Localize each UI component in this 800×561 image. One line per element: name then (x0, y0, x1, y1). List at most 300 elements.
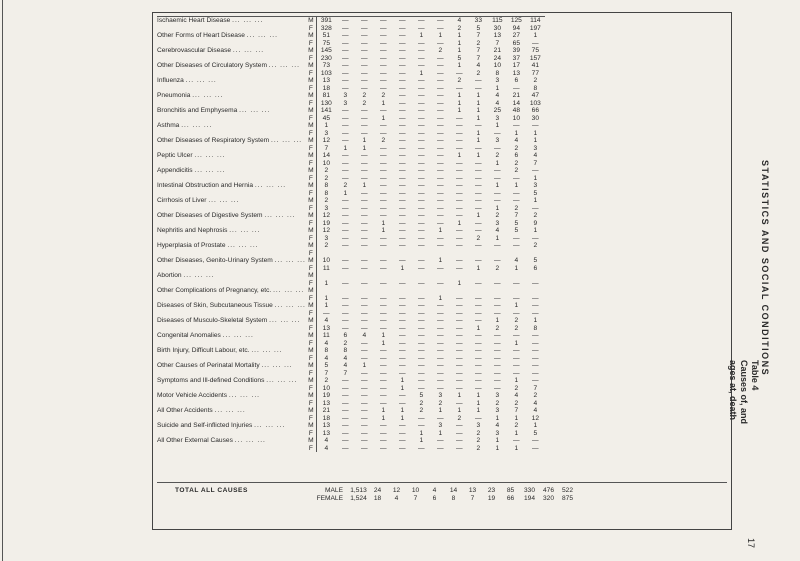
value-cell: — (418, 227, 425, 234)
value-cell: — (399, 347, 406, 354)
table-subtitle-1: Causes of, and (739, 360, 749, 425)
table-row (157, 145, 545, 153)
value-cell: — (475, 332, 482, 339)
value-cell: — (418, 234, 425, 242)
sex-label: M (308, 257, 314, 264)
table-row (157, 85, 545, 93)
value-cell: — (437, 159, 444, 167)
value-cell: 4 (533, 152, 538, 159)
value-cell: 2 (419, 407, 424, 414)
cause-label (157, 362, 306, 370)
value-cell: — (380, 107, 387, 114)
value-cell (488, 287, 507, 295)
value-cell: — (437, 197, 444, 204)
value-cell: — (399, 234, 406, 242)
table-row (157, 362, 545, 370)
total-female-cell: 66 (506, 494, 515, 502)
value-cell: 6 (514, 152, 519, 159)
value-cell: 4 (495, 99, 500, 107)
value-cell: — (342, 422, 349, 429)
value-cell: 5 (316, 362, 336, 370)
value-cell: 2 (495, 264, 500, 272)
value-cell: — (361, 324, 368, 332)
value-cell: — (374, 17, 393, 25)
value-cell: — (513, 309, 520, 317)
value-cell: — (437, 362, 444, 369)
value-cell: 2 (381, 137, 386, 144)
value-cell: 12 (531, 414, 539, 422)
value-cell: — (418, 219, 425, 227)
cause-name: Cirrhosis of Liver (157, 197, 207, 204)
value-cell: — (475, 242, 482, 249)
value-cell: — (399, 182, 406, 189)
value-cell: — (418, 204, 425, 212)
value-cell: — (437, 84, 444, 92)
value-cell: — (418, 212, 425, 219)
value-cell: — (532, 309, 539, 317)
value-cell: — (437, 414, 444, 422)
value-cell: 14 (512, 99, 520, 107)
value-cell: 1 (495, 122, 500, 129)
sex-label: M (308, 302, 314, 309)
value-cell: — (475, 84, 482, 92)
value-cell: — (418, 137, 425, 144)
value-cell: 2 (514, 167, 519, 174)
value-cell: — (437, 144, 444, 152)
value-cell: 47 (531, 92, 539, 99)
value-cell: 3 (495, 114, 500, 122)
sex-label: M (308, 242, 314, 249)
value-cell: — (418, 339, 425, 347)
value-cell: — (456, 227, 463, 234)
value-cell (316, 250, 336, 258)
value-cell (526, 250, 545, 258)
value-cell (412, 287, 431, 295)
table-row (157, 205, 545, 213)
cause-label (157, 47, 306, 55)
value-cell: 4 (362, 332, 367, 339)
value-cell: — (513, 437, 520, 444)
value-cell: — (342, 392, 349, 399)
value-cell: 11 (316, 265, 336, 273)
leader-dots: ... ... ... (208, 197, 240, 204)
value-cell: — (456, 174, 463, 182)
cause-name: Peptic Ulcer (157, 152, 193, 159)
value-cell: 1 (533, 227, 538, 234)
value-cell: 1 (495, 84, 500, 92)
cause-name: Appendicitis (157, 167, 193, 174)
value-cell: 1 (514, 302, 519, 309)
value-cell: — (437, 69, 444, 77)
value-cell (431, 272, 450, 280)
value-cell: — (532, 39, 539, 47)
value-cell: 2 (533, 77, 538, 84)
value-cell: 2 (419, 399, 424, 407)
sex-label: M (308, 77, 314, 84)
value-cell: — (361, 234, 368, 242)
value-cell: — (494, 332, 501, 339)
total-male-cell: 10 (411, 486, 420, 494)
table-row (157, 317, 545, 325)
value-cell: — (361, 159, 368, 167)
value-cell: 21 (493, 47, 501, 54)
value-cell (374, 272, 393, 280)
value-cell: — (342, 257, 349, 264)
cause-label (157, 62, 306, 70)
value-cell: — (399, 429, 406, 437)
value-cell: — (342, 152, 349, 159)
sex-label: M (308, 32, 314, 39)
value-cell: — (513, 347, 520, 354)
value-cell: 2 (514, 144, 519, 152)
value-cell: 7 (476, 47, 481, 54)
value-cell: — (418, 189, 425, 197)
value-cell: — (456, 114, 463, 122)
value-cell: — (361, 24, 368, 32)
leader-dots: ... ... ... (273, 287, 305, 294)
value-cell: — (361, 62, 368, 69)
value-cell: 1 (495, 444, 500, 452)
sex-label: F (308, 24, 313, 32)
value-cell: — (342, 429, 349, 437)
value-cell: — (475, 189, 482, 197)
table-row (157, 272, 545, 280)
value-cell: 1 (457, 392, 462, 399)
value-cell: 7 (316, 145, 336, 153)
value-cell: — (380, 444, 387, 452)
cause-name: Other Diseases of Respiratory System (157, 137, 270, 144)
value-cell: — (342, 212, 349, 219)
value-cell: 1 (400, 264, 405, 272)
leader-dots: ... ... ... (192, 92, 224, 99)
value-cell: — (494, 369, 501, 377)
table-row (157, 182, 545, 190)
value-cell: — (399, 174, 406, 182)
value-cell: 75 (316, 40, 336, 48)
value-cell: — (418, 122, 425, 129)
value-cell: — (437, 219, 444, 227)
value-cell: 2 (316, 167, 336, 175)
value-cell: — (380, 324, 387, 332)
value-cell: — (418, 332, 425, 339)
sex-label: M (308, 47, 314, 54)
cause-label (157, 152, 306, 160)
value-cell: — (456, 347, 463, 354)
value-cell: 2 (533, 212, 538, 219)
sex-label: M (308, 287, 314, 294)
value-cell: 10 (316, 385, 336, 393)
cause-label (157, 332, 306, 340)
value-cell: 1 (514, 444, 519, 452)
cause-label (157, 17, 306, 25)
value-cell: 4 (316, 355, 336, 363)
value-cell: 1 (476, 407, 481, 414)
value-cell: 8 (343, 347, 348, 354)
value-cell: 4 (495, 422, 500, 429)
value-cell: 8 (533, 324, 538, 332)
table-row (157, 325, 545, 333)
value-cell: 115 (488, 17, 507, 25)
value-cell: 10 (493, 62, 501, 69)
value-cell: 27 (512, 32, 520, 39)
cause-name: All Other Accidents (157, 407, 213, 414)
leader-dots: ... ... ... (269, 317, 301, 324)
value-cell: — (361, 392, 368, 399)
value-cell: — (513, 332, 520, 339)
leader-dots: ... ... ... (228, 392, 261, 399)
value-cell: 10 (316, 257, 336, 265)
value-cell: 3 (495, 392, 500, 399)
value-cell: — (456, 444, 463, 452)
value-cell: — (475, 167, 482, 174)
value-cell: — (475, 159, 482, 167)
value-cell: — (361, 422, 368, 429)
value-cell: 1 (457, 152, 462, 159)
value-cell: — (418, 257, 425, 264)
value-cell: 7 (533, 159, 538, 167)
leader-dots: ... ... ... (261, 362, 293, 369)
value-cell: — (380, 24, 387, 32)
table-row (157, 422, 545, 430)
value-cell: — (399, 54, 406, 62)
value-cell: 1 (495, 414, 500, 422)
value-cell (336, 272, 355, 280)
value-cell: — (475, 384, 482, 392)
value-cell: 30 (531, 114, 539, 122)
leader-dots: ... ... ... (185, 77, 217, 84)
value-cell: — (399, 257, 406, 264)
value-cell: 1 (316, 122, 336, 130)
value-cell: — (456, 242, 463, 249)
value-cell: 1 (457, 279, 462, 287)
sex-label: M (308, 107, 314, 114)
value-cell: — (456, 339, 463, 347)
value-cell: — (361, 122, 368, 129)
table-row (157, 175, 545, 183)
value-cell: — (342, 444, 349, 452)
cause-name: Pneumonia (157, 92, 191, 99)
value-cell: — (418, 92, 425, 99)
cause-label (157, 302, 306, 310)
value-cell (431, 287, 450, 295)
value-cell: 1 (476, 399, 481, 407)
value-cell (469, 287, 488, 295)
value-cell (450, 287, 469, 295)
value-cell: — (361, 384, 368, 392)
value-cell: — (380, 317, 387, 324)
table-row (157, 310, 545, 318)
value-cell: — (380, 302, 387, 309)
value-cell: — (342, 407, 349, 414)
leader-dots: ... ... ... (274, 257, 306, 264)
value-cell: — (342, 384, 349, 392)
table-row (157, 407, 545, 415)
value-cell: — (475, 227, 482, 234)
value-cell: — (532, 234, 539, 242)
value-cell: 2 (476, 69, 481, 77)
value-cell: — (380, 197, 387, 204)
value-cell: — (342, 264, 349, 272)
value-cell: — (494, 167, 501, 174)
cause-name: Other Complications of Pregnancy, etc. (157, 287, 272, 294)
table-row (157, 347, 545, 355)
cause-name: Nephritis and Nephrosis (157, 227, 228, 234)
value-cell: — (494, 354, 501, 362)
value-cell: — (437, 182, 444, 189)
value-cell: — (342, 437, 349, 444)
value-cell: — (380, 122, 387, 129)
cause-name: Other Diseases of Circulatory System (157, 62, 267, 69)
value-cell: — (361, 32, 368, 39)
value-cell: 3 (438, 392, 443, 399)
value-cell: — (475, 122, 482, 129)
value-cell: — (513, 84, 520, 92)
sex-label: M (308, 317, 314, 324)
value-cell: 2 (476, 437, 481, 444)
value-cell: — (437, 77, 444, 84)
value-cell: — (399, 369, 406, 377)
value-cell (316, 272, 336, 280)
value-cell: 1 (514, 429, 519, 437)
value-cell: 8 (533, 84, 538, 92)
sex-label: M (308, 377, 314, 384)
value-cell: — (399, 324, 406, 332)
table-row (157, 287, 545, 295)
table-row (157, 437, 545, 445)
sex-label: M (306, 17, 317, 25)
value-cell: — (380, 47, 387, 54)
value-cell: — (475, 144, 482, 152)
value-cell: 21 (512, 92, 520, 99)
value-cell: — (418, 144, 425, 152)
value-cell: — (380, 369, 387, 377)
value-cell: — (342, 324, 349, 332)
value-cell: 13 (493, 32, 501, 39)
value-cell: 13 (316, 430, 336, 438)
sex-label: F (308, 399, 313, 407)
value-cell: — (418, 369, 425, 377)
value-cell: 3 (495, 407, 500, 414)
value-cell: 5 (514, 219, 519, 227)
value-cell: — (380, 294, 387, 302)
table-row (157, 160, 545, 168)
value-cell: 1 (495, 204, 500, 212)
total-male-cell: 476 (542, 486, 554, 494)
value-cell: 4 (316, 445, 336, 453)
sex-label: F (308, 354, 313, 362)
value-cell: 11 (316, 332, 336, 340)
value-cell: — (456, 204, 463, 212)
value-cell: 6 (514, 77, 519, 84)
total-female-cell: 8 (451, 494, 456, 502)
value-cell: — (494, 362, 501, 369)
value-cell: 65 (512, 39, 520, 47)
value-cell: 2 (514, 159, 519, 167)
value-cell: — (456, 144, 463, 152)
value-cell: — (399, 62, 406, 69)
value-cell: 1 (476, 212, 481, 219)
value-cell: — (380, 182, 387, 189)
value-cell: 2 (381, 92, 386, 99)
table-row (157, 100, 545, 108)
value-cell (469, 272, 488, 280)
value-cell: — (494, 197, 501, 204)
value-cell: 1 (476, 392, 481, 399)
value-cell: — (361, 189, 368, 197)
table-row (157, 445, 545, 453)
value-cell: 2 (476, 444, 481, 452)
value-cell: 8 (495, 69, 500, 77)
value-cell: 2 (316, 377, 336, 385)
value-cell: — (456, 257, 463, 264)
value-cell: 2 (514, 422, 519, 429)
value-cell: — (399, 24, 406, 32)
value-cell: — (342, 197, 349, 204)
cause-label (157, 227, 306, 235)
value-cell: — (361, 309, 368, 317)
value-cell: — (380, 392, 387, 399)
value-cell: — (342, 39, 349, 47)
value-cell: — (361, 347, 368, 354)
value-cell: — (437, 339, 444, 347)
value-cell: — (361, 377, 368, 384)
value-cell: 6 (533, 264, 538, 272)
value-cell: — (361, 129, 368, 137)
value-cell: 4 (316, 317, 336, 325)
value-cell: — (494, 294, 501, 302)
value-cell: — (456, 377, 463, 384)
value-cell: — (399, 294, 406, 302)
value-cell: 1 (362, 362, 367, 369)
value-cell: — (361, 219, 368, 227)
value-cell (355, 272, 374, 280)
value-cell: — (456, 212, 463, 219)
value-cell: — (399, 122, 406, 129)
total-male-cell: 23 (487, 486, 496, 494)
value-cell: — (418, 159, 425, 167)
value-cell: — (418, 324, 425, 332)
value-cell: — (418, 294, 425, 302)
value-cell: — (513, 174, 520, 182)
table-title: Table 4 (750, 360, 760, 391)
sex-label: F (308, 249, 313, 257)
value-cell: — (513, 279, 520, 287)
value-cell: — (380, 384, 387, 392)
value-cell: — (380, 189, 387, 197)
value-cell: — (399, 99, 406, 107)
value-cell: 2 (316, 197, 336, 205)
value-cell: — (437, 39, 444, 47)
value-cell: — (456, 137, 463, 144)
value-cell: 1 (362, 137, 367, 144)
leader-dots: ... ... ... (268, 62, 300, 69)
sex-label: F (308, 39, 313, 47)
value-cell: — (380, 152, 387, 159)
value-cell: — (456, 362, 463, 369)
value-cell: — (361, 437, 368, 444)
value-cell: — (399, 444, 406, 452)
value-cell: — (456, 129, 463, 137)
value-cell: — (380, 437, 387, 444)
sex-label: F (308, 84, 313, 92)
value-cell (336, 250, 355, 258)
value-cell: 2 (495, 399, 500, 407)
sex-label: F (308, 69, 313, 77)
value-cell: — (355, 17, 374, 25)
value-cell: 2 (457, 24, 462, 32)
value-cell: — (437, 62, 444, 69)
value-cell: 1 (457, 107, 462, 114)
